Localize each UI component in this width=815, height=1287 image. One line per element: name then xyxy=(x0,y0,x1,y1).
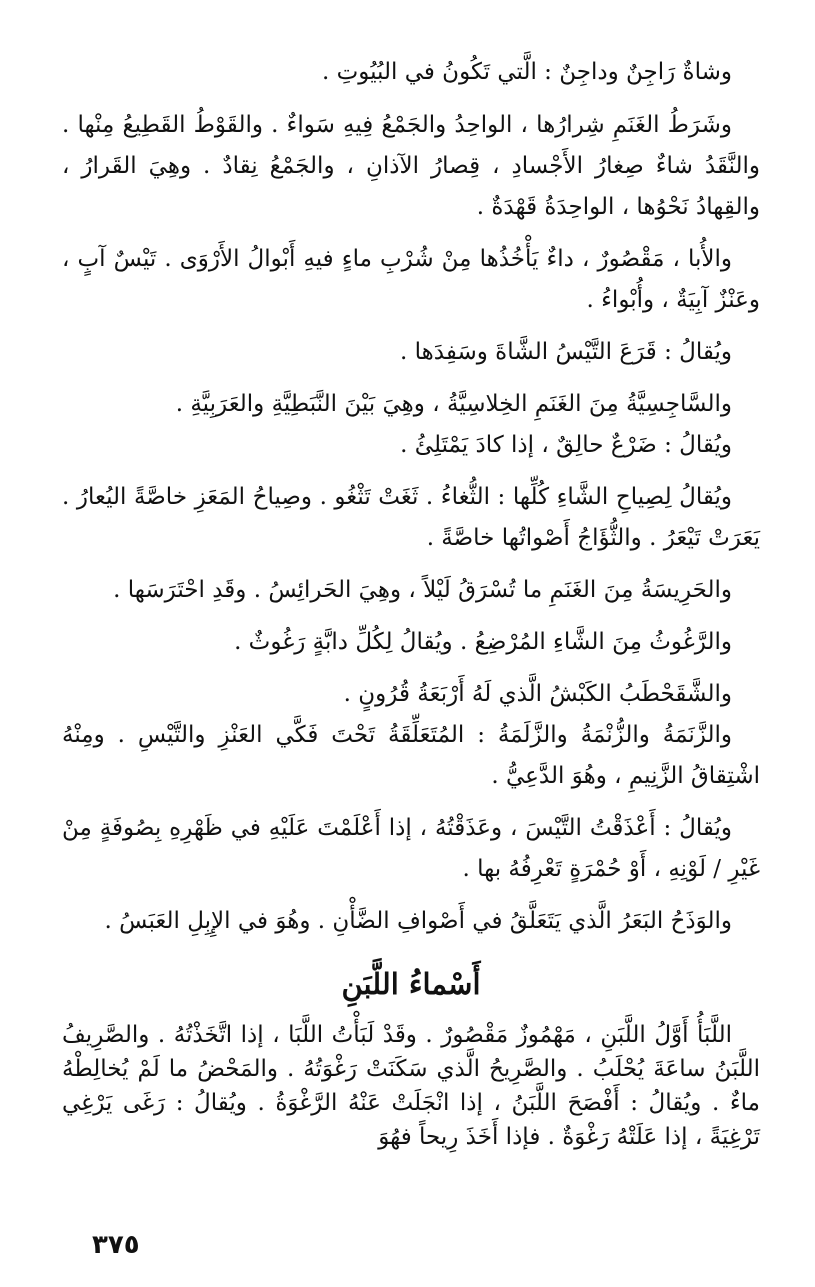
paragraph: والزَّنَمَةُ والزُّنْمَةُ والزَّلَمَةُ : المُتَعَلِّقَةُ تَحْتَ فَكَّي العَنْزِ والتَّيْسِ . ومِنْهُ اشْتِقاقُ الزَّنِيمِ ، وهُوَ الدَّعِيُّ . xyxy=(62,722,760,789)
paragraph: والحَرِيسَةُ مِنَ الغَنَمِ ما تُسْرَقُ لَيْلاً ، وهِيَ الحَرائِسُ . وقَدِ احْتَرَسَها . xyxy=(113,577,732,603)
paragraph: والوَذَحُ البَعَرُ الَّذي يَتَعَلَّقُ في أَصْوافِ الضَّأْنِ . وهُوَ في الإِبِلِ العَبَسُ . xyxy=(104,908,732,934)
page-content xyxy=(62,52,760,1154)
paragraph: ويُقالُ : أَعْذَقْتُ التَّيْسَ ، وعَذَقْتُهُ ، إذا أَعْلَمْتَ عَلَيْهِ في ظَهْرِهِ بِصُوفَةٍ مِنْ غَيْرِ / لَوْنِهِ ، أَوْ حُمْرَةٍ تَعْرِفُهُ بها . xyxy=(62,815,760,882)
page-number: ٣٧٥ xyxy=(92,1230,140,1260)
paragraph: والسَّاجِسِيَّةُ مِنَ الغَنَمِ الخِلاسِيَّةُ ، وهِيَ بَيْنَ النَّبَطِيَّةِ والعَرَبِيَّةِ . xyxy=(175,391,732,417)
section-title: أَسْماءُ اللَّبَنِ xyxy=(341,967,481,1001)
paragraph: ويُقالُ لِصِياحِ الشَّاءِ كُلِّها : الثُّغاءُ . ثَغَتْ تَثْغُو . وصِياحُ المَعَزِ خاصَّةً اليُعارُ . يَعَرَتْ تَيْعَرُ . والثُّؤَاجُ أَصْواتُها خاصَّةً . xyxy=(62,484,760,551)
paragraph: وشاةٌ رَاجِنٌ وداجِنٌ : الَّتي تَكُونُ في البُيُوتِ . xyxy=(321,59,732,85)
paragraph: وشَرَطُ الغَنَمِ شِرارُها ، الواحِدُ والجَمْعُ فِيهِ سَواءٌ . والقَوْطُ القَطِيعُ مِنْها . والنَّقَدُ شاءٌ صِغارُ الأَجْسادِ ، قِصارُ الآذانِ ، والجَمْعُ نِقادٌ . وهِيَ القَرارُ ، والقِهادُ نَحْوُها ، الواحِدَةُ قَهْدَةٌ . xyxy=(62,112,760,220)
paragraph: والأُبا ، مَقْصُورٌ ، داءٌ يَأْخُذُها مِنْ شُرْبِ ماءٍ فيهِ أَبْوالُ الأَرْوَى . تَيْسٌ آبٍ ، وعَنْزٌ آبِيَةٌ ، وأُبْواءُ . xyxy=(62,246,760,313)
paragraph: ويُقالُ : ضَرْعٌ حالِقٌ ، إذا كادَ يَمْتَلِئُ . xyxy=(400,432,732,458)
section-paragraph: اللَّبَأُ أَوَّلُ اللَّبَنِ ، مَهْمُوزٌ مَقْصُورٌ . وقَدْ لَبَأْتُ اللَّبَا ، إذا اتَّخَذْتُهُ . والصَّرِيفُ اللَّبَنُ ساعَةَ يُحْلَبُ . والصَّرِيحُ الَّذي سَكَنَتْ رَغْوَتُهُ . والمَحْضُ ما لَمْ يُخالِطْهُ ماءٌ . ويُقالُ : أَفْصَحَ اللَّبَنُ ، إذا انْجَلَتْ عَنْهُ الرَّغْوَةُ . ويُقالُ : رَغَى يَرْغِي تَرْغِيَةً ، إذا عَلَتْهُ رَغْوَةٌ . فإذا أَخَذَ رِيحاً فهُوَ xyxy=(62,1022,760,1150)
paragraph: ويُقالُ : قَرَعَ التَّيْسُ الشَّاةَ وسَفِدَها . xyxy=(400,339,732,365)
paragraph: والرَّغُوثُ مِنَ الشَّاءِ المُرْضِعُ . ويُقالُ لِكُلِّ دابَّةٍ رَغُوثٌ . xyxy=(234,629,732,655)
paragraph: والشَّقَحْطَبُ الكَبْشُ الَّذي لَهُ أَرْبَعَةُ قُرُونٍ . xyxy=(343,681,732,707)
